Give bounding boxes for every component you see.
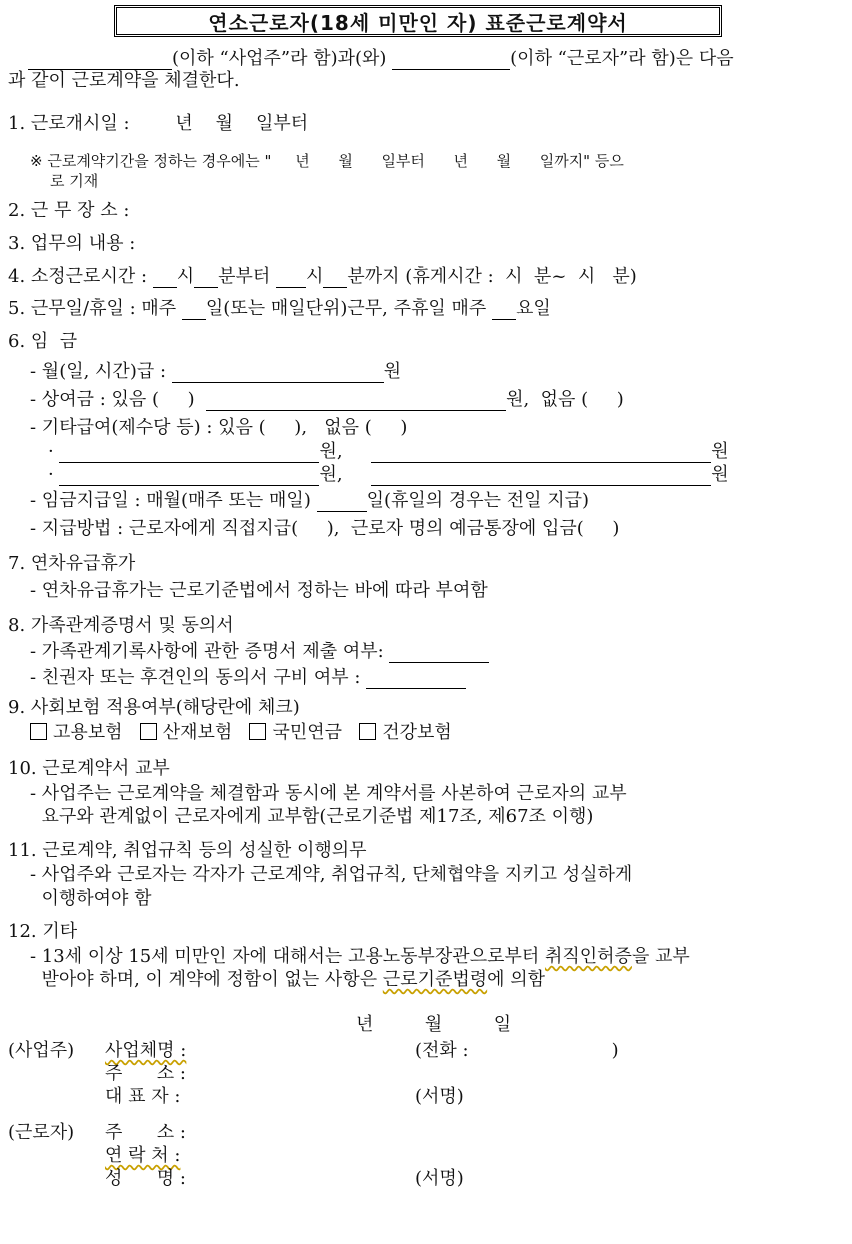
guardian-consent: - 친권자 또는 후견인의 동의서 구비 여부 : xyxy=(30,667,466,689)
bonus: - 상여금 : 있음 ( ) 원, 없음 ( ) xyxy=(30,389,624,410)
worker-signature: (서명) xyxy=(415,1168,464,1189)
payday: - 임금지급일 : 매월(매주 또는 매일) 일(휴일의 경우는 전일 지급) xyxy=(30,490,590,511)
payday-blank[interactable] xyxy=(317,493,367,512)
item-1-note: ※ 근로계약기간을 정하는 경우에는 " 년 월 일부터 년 월 일까지" 등으 xyxy=(30,152,624,170)
other-pay-blank-3[interactable] xyxy=(59,467,319,486)
item-4-work-hours: 4. 소정근로시간 : 시 분부터 시 분까지 (휴게시간 : 시 분~ 시 분) xyxy=(8,266,637,287)
worker-name: 성 명 : xyxy=(105,1168,186,1189)
monthly-wage-blank[interactable] xyxy=(172,364,384,383)
family-cert-blank[interactable] xyxy=(389,644,489,663)
item-5-workdays: 5. 근무일/휴일 : 매주 일(또는 매일단위)근무, 주휴일 매주 요일 xyxy=(8,298,551,319)
bonus-blank[interactable] xyxy=(206,392,506,411)
other-pay-row-1: · 원, 원 xyxy=(48,441,729,462)
industrial-accident-checkbox[interactable] xyxy=(140,723,157,740)
end-hour-blank[interactable] xyxy=(276,269,306,288)
pay-method: - 지급방법 : 근로자에게 직접지급( ), 근로자 명의 예금통장에 입금( ) xyxy=(30,518,620,539)
item-10-text-1: - 사업주는 근로계약을 체결함과 동시에 본 계약서를 사본하여 근로자의 교부 xyxy=(30,783,627,804)
start-hour-blank[interactable] xyxy=(153,269,177,288)
item-1-note-cont: 로 기재 xyxy=(50,172,99,190)
contract-date: 년 월 일 xyxy=(356,1014,512,1035)
item-11-text-1: - 사업주와 근로자는 각자가 근로계약, 취업규칙, 단체협약을 지키고 성실하게 xyxy=(30,864,633,885)
item-11-text-2: 이행하여야 함 xyxy=(30,888,152,909)
item-6-heading: 6. 임 금 xyxy=(8,331,78,352)
item-12-text-1: - 13세 이상 15세 미만인 자에 대해서는 고용노동부장관으로부터 취직인허증을 교부 xyxy=(30,946,690,967)
employer-phone: (전화 : ) xyxy=(415,1040,619,1061)
worker-contact: 연 락 처 : xyxy=(105,1145,181,1166)
item-9-heading: 9. 사회보험 적용여부(해당란에 체크) xyxy=(8,697,300,718)
item-12-text-2: 받아야 하며, 이 계약에 정함이 없는 사항은 근로기준법령에 의함 xyxy=(30,969,546,990)
workdays-blank[interactable] xyxy=(182,301,206,320)
item-11-heading: 11. 근로계약, 취업규칙 등의 성실한 이행의무 xyxy=(8,840,367,861)
worker-label: (근로자) xyxy=(8,1122,75,1143)
item-7-heading: 7. 연차유급휴가 xyxy=(8,553,136,574)
employment-insurance-checkbox[interactable] xyxy=(30,723,47,740)
item-10-text-2: 요구와 관계없이 근로자에게 교부함(근로기준법 제17조, 제67조 이행) xyxy=(30,806,594,827)
monthly-wage: - 월(일, 시간)급 : 원 xyxy=(30,361,402,382)
intro-line-2: 과 같이 근로계약을 체결한다. xyxy=(8,70,240,91)
item-7-text: - 연차유급휴가는 근로기준법에서 정하는 바에 따라 부여함 xyxy=(30,580,488,601)
other-pay-row-2: · 원, 원 xyxy=(48,464,729,485)
end-min-blank[interactable] xyxy=(323,269,347,288)
item-3-duties: 3. 업무의 내용 : xyxy=(8,233,136,254)
other-pay: - 기타급여(제수당 등) : 있음 ( ), 없음 ( ) xyxy=(30,417,408,438)
document-title: 연소근로자(18세 미만인 자) 표준근로계약서 xyxy=(114,5,722,37)
employer-address: 주 소 : xyxy=(105,1063,186,1084)
start-min-blank[interactable] xyxy=(194,269,218,288)
national-pension-checkbox[interactable] xyxy=(249,723,266,740)
item-12-heading: 12. 기타 xyxy=(8,921,78,942)
item-2-workplace: 2. 근 무 장 소 : xyxy=(8,200,130,221)
health-insurance-checkbox[interactable] xyxy=(359,723,376,740)
family-cert: - 가족관계기록사항에 관한 증명서 제출 여부: xyxy=(30,641,489,663)
employer-label: (사업주) xyxy=(8,1040,75,1061)
item-8-heading: 8. 가족관계증명서 및 동의서 xyxy=(8,615,234,636)
weekly-holiday-blank[interactable] xyxy=(492,301,516,320)
worker-address: 주 소 : xyxy=(105,1122,186,1143)
intro-part-1: (이하 “사업주”라 함)과(와) xyxy=(172,48,393,69)
other-pay-blank-2[interactable] xyxy=(371,444,711,463)
other-pay-blank-4[interactable] xyxy=(371,467,711,486)
employer-signature: (서명) xyxy=(415,1086,464,1107)
insurance-options: 고용보험 산재보험 국민연금 건강보험 xyxy=(30,722,452,744)
item-10-heading: 10. 근로계약서 교부 xyxy=(8,758,170,779)
item-1-start-date: 1. 근로개시일 : 년 월 일부터 xyxy=(8,113,309,134)
other-pay-blank-1[interactable] xyxy=(59,444,319,463)
guardian-consent-blank[interactable] xyxy=(366,670,466,689)
employer-company: 사업체명 : xyxy=(105,1040,187,1061)
intro-line-1 xyxy=(28,48,734,70)
employer-representative: 대 표 자 : xyxy=(105,1086,181,1107)
worker-name-blank[interactable] xyxy=(392,51,510,70)
employer-name-blank[interactable] xyxy=(28,51,172,70)
intro-part-2: (이하 “근로자”라 함)은 다음 xyxy=(510,48,734,69)
